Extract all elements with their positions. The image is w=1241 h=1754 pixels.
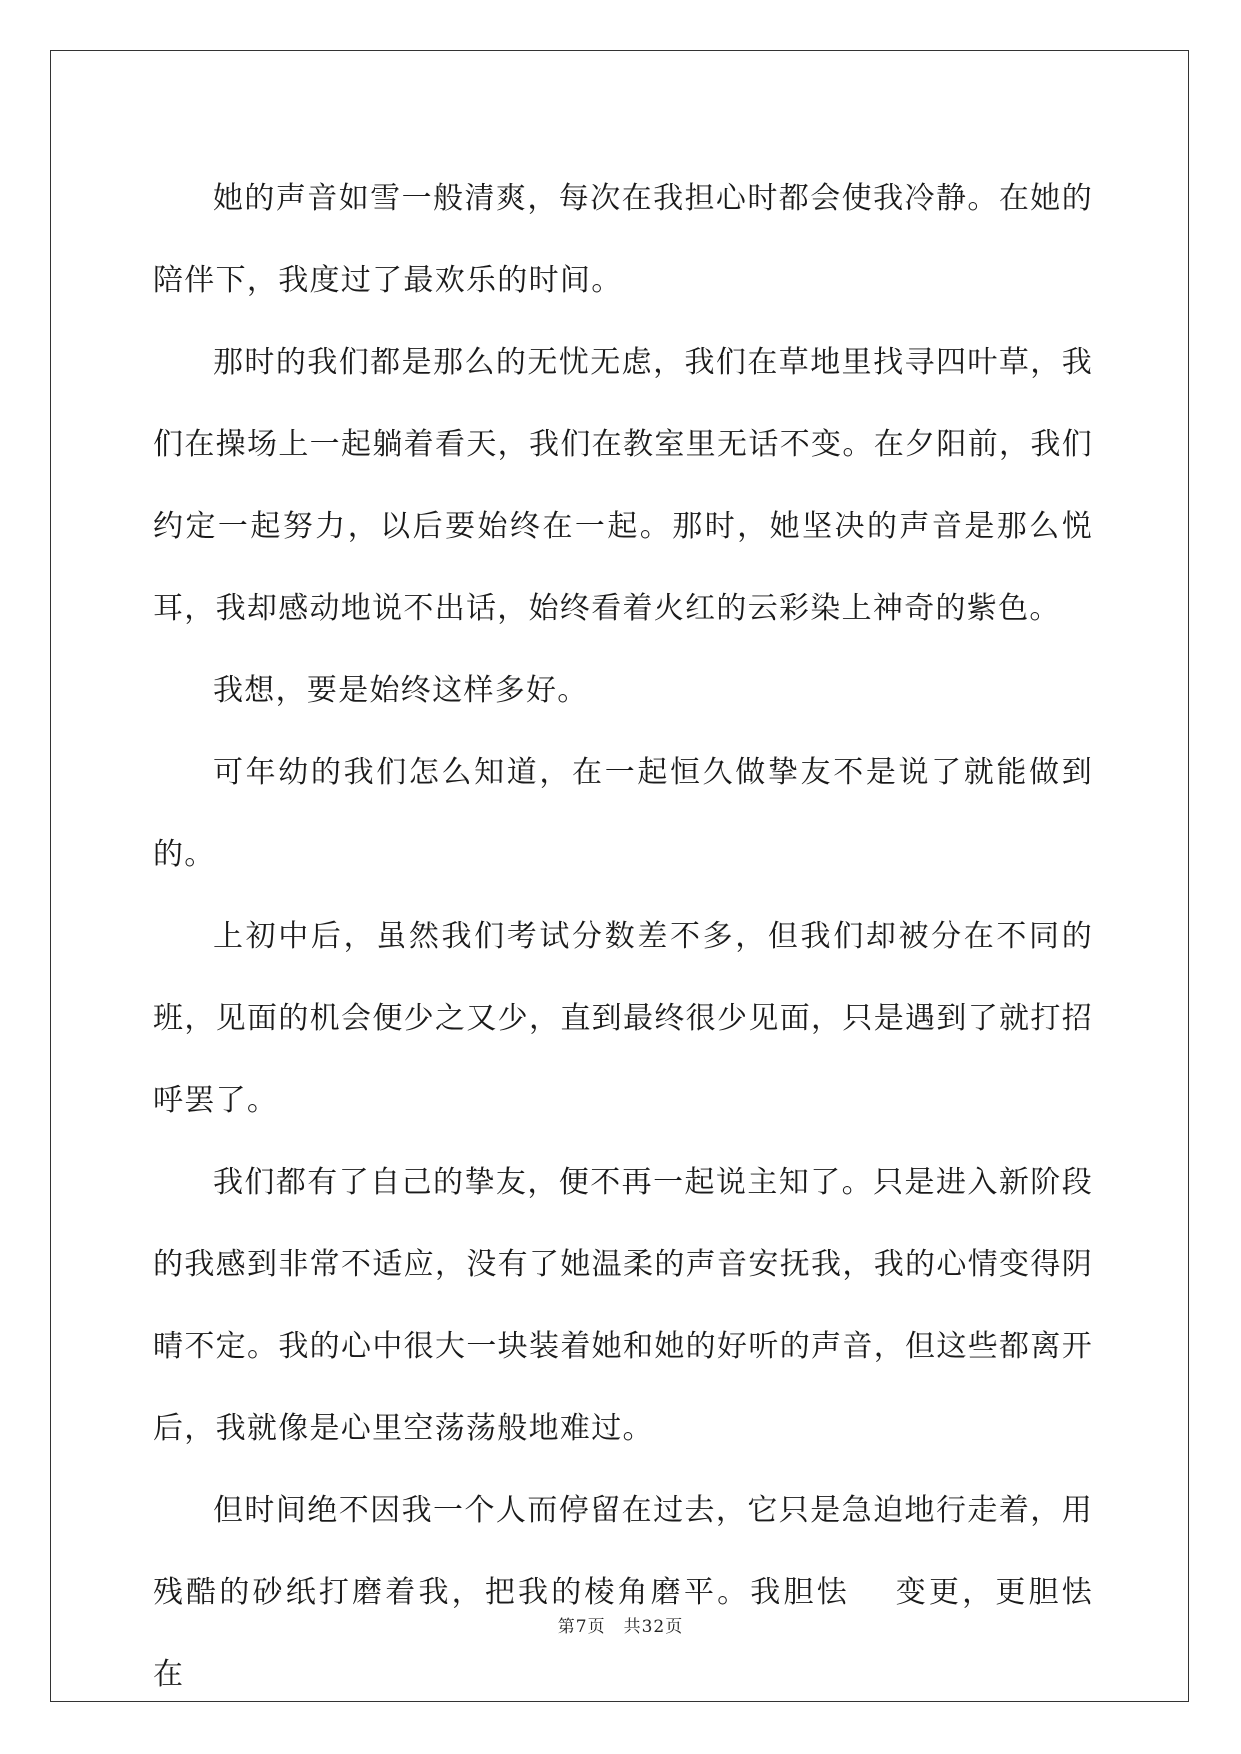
page-footer <box>0 1612 1241 1637</box>
page-number: 第7页 <box>557 1617 606 1637</box>
paragraph: 我想，要是始终这样多好。 <box>213 673 589 708</box>
paragraph: 但时间绝不因我一个人而停留在过去，它只是急迫地行走着，用残酷的砂纸打磨着我，把我的棱角磨平。我胆怯 变更，更胆怯 在 <box>153 1493 1125 1692</box>
paragraph: 我们都有了自己的挚友，便不再一起说主知了。只是进入新阶段的我感到非常不适应，没有了她温柔的声音安抚我，我的心情变得阴晴不定。我的心中很大一块装着她和她的好听的声音，但这些都离开后，我就像是心里空荡荡般地难过。 <box>153 1165 1093 1446</box>
document-body <box>153 158 1125 1716</box>
paragraph: 上初中后，虽然我们考试分数差不多，但我们却被分在不同的班，见面的机会便少之又少，直到最终很少见面，只是遇到了就打招呼罢了。 <box>153 919 1093 1118</box>
paragraph: 她的声音如雪一般清爽，每次在我担心时都会使我冷静。在她的陪伴下，我度过了最欢乐的时间。 <box>153 181 1093 298</box>
paragraph: 那时的我们都是那么的无忧无虑，我们在草地里找寻四叶草，我们在操场上一起躺着看天，我们在教室里无话不变。在夕阳前，我们约定一起努力，以后要始终在一起。那时，她坚决的声音是那么悦耳，我却感动地说不出话，始终看着火红的云彩染上神奇的紫色。 <box>153 345 1093 626</box>
paragraph: 可年幼的我们怎么知道，在一起恒久做挚友不是说了就能做到的。 <box>153 755 1093 872</box>
page-total: 共32页 <box>623 1617 684 1637</box>
